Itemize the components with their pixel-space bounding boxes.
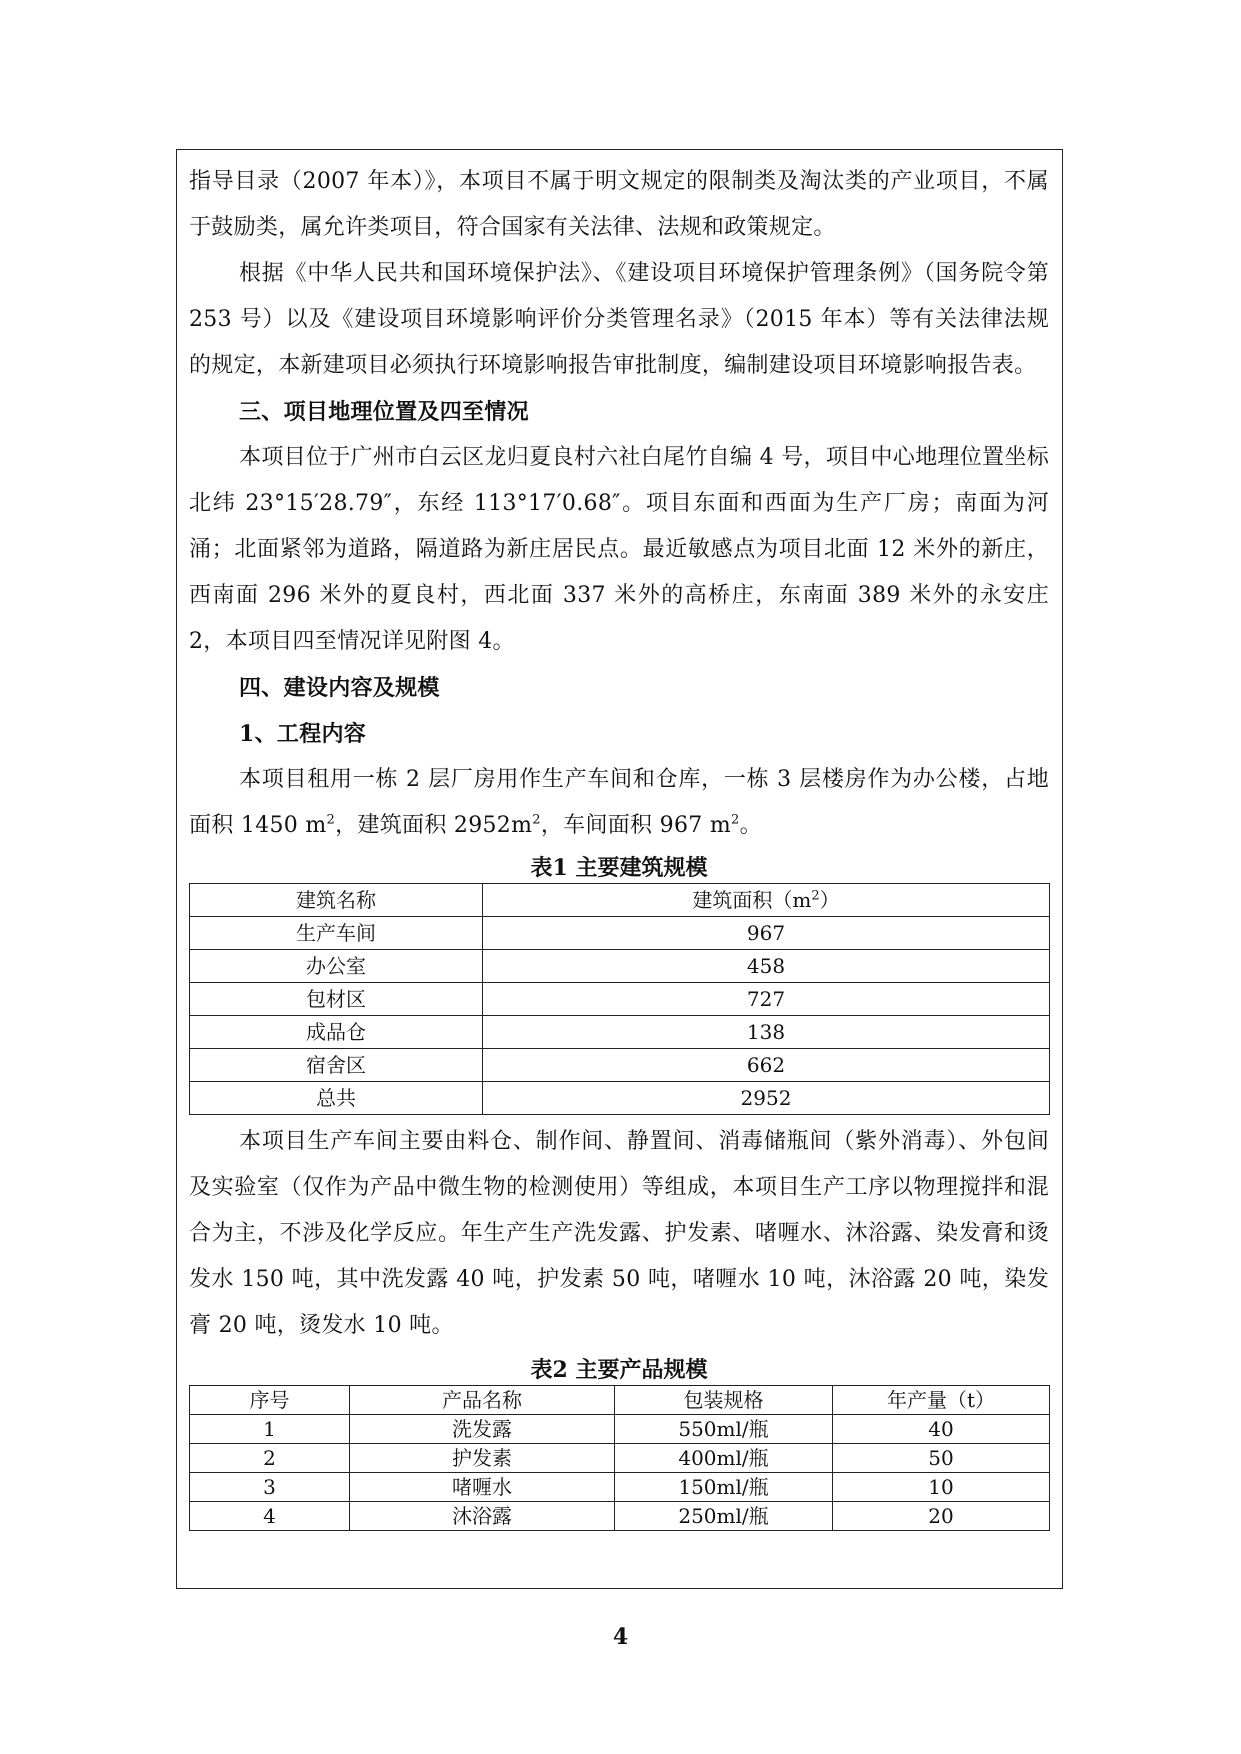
- building-scale-table: [189, 883, 1050, 1115]
- document-body: [189, 159, 1049, 1531]
- table-row: [190, 983, 1050, 1016]
- table-row: [190, 1502, 1050, 1531]
- table-row: [190, 1473, 1050, 1502]
- table-cell: 办公室: [190, 950, 483, 983]
- table-row: [190, 1415, 1050, 1444]
- table-cell: 护发素: [350, 1444, 615, 1473]
- table-cell: 4: [190, 1502, 350, 1531]
- table-cell: 967: [483, 917, 1050, 950]
- table-cell: 宿舍区: [190, 1049, 483, 1082]
- table-row: [190, 1016, 1050, 1049]
- table-cell: 40: [833, 1415, 1050, 1444]
- table-cell: 2952: [483, 1082, 1050, 1115]
- table-header-cell: 建筑面积$(m^2)$: [483, 884, 1050, 917]
- table-row: [190, 1444, 1050, 1473]
- table-header-row: [190, 1386, 1050, 1415]
- table-cell: 138: [483, 1016, 1050, 1049]
- table-cell: 250ml/瓶: [615, 1502, 833, 1531]
- table-header-cell: 年产量（t）: [833, 1386, 1050, 1415]
- product-scale-table: [189, 1385, 1050, 1531]
- table-header-cell: 产品名称: [350, 1386, 615, 1415]
- table-cell: 3: [190, 1473, 350, 1502]
- paragraph-legal-basis: 根据《中华人民共和国环境保护法》、《建设项目环境保护管理条例》（国务院令第 253 号）以及《建设项目环境影响评价分类管理名录》（2015 年本）等有关法律法规的规定，本新建项目必须执行环境影响报告审批制度，编制建设项目环境影响报告表。: [189, 261, 1049, 378]
- table2-caption: 表2 主要产品规模: [530, 1357, 708, 1383]
- table-cell: 洗发露: [350, 1415, 615, 1444]
- table-row: [190, 1049, 1050, 1082]
- table-cell: 662: [483, 1049, 1050, 1082]
- table-cell: 458: [483, 950, 1050, 983]
- table-header-row: [190, 884, 1050, 917]
- table-row: [190, 1082, 1050, 1115]
- table-cell: 20: [833, 1502, 1050, 1531]
- section-heading-construction: 四、建设内容及规模: [239, 675, 440, 701]
- table1-caption: 表1 主要建筑规模: [530, 855, 708, 881]
- table-cell: 包材区: [190, 983, 483, 1016]
- page-number: 4: [612, 1624, 629, 1650]
- document-frame: [176, 149, 1063, 1589]
- table-row: [190, 917, 1050, 950]
- section-heading-location: 三、项目地理位置及四至情况: [239, 399, 529, 425]
- table-cell: 总共: [190, 1082, 483, 1115]
- table-header-cell: 包装规格: [615, 1386, 833, 1415]
- table-cell: 啫喱水: [350, 1473, 615, 1502]
- table-cell: 550ml/瓶: [615, 1415, 833, 1444]
- table-cell: 生产车间: [190, 917, 483, 950]
- table-cell: 成品仓: [190, 1016, 483, 1049]
- table-cell: 727: [483, 983, 1050, 1016]
- table-cell: 沐浴露: [350, 1502, 615, 1531]
- table-cell: 1: [190, 1415, 350, 1444]
- table-cell: 400ml/瓶: [615, 1444, 833, 1473]
- table-header-cell: 序号: [190, 1386, 350, 1415]
- paragraph-industry-policy: 指导目录（2007 年本）》，本项目不属于明文规定的限制类及淘汰类的产业项目，不属于鼓励类，属允许类项目，符合国家有关法律、法规和政策规定。: [189, 169, 1049, 240]
- paragraph-production: 本项目生产车间主要由料仓、制作间、静置间、消毒储瓶间（紫外消毒）、外包间及实验室（仅作为产品中微生物的检测使用）等组成，本项目生产工序以物理搅拌和混合为主，不涉及化学反应。年生产生产洗发露、护发素、啫喱水、沐浴露、染发膏和烫发水 150 吨，其中洗发露 40 吨，护发素 50 吨，啫喱水 10 吨，沐浴露 20 吨，染发膏 20 吨，烫发水 10 吨。: [189, 1129, 1049, 1338]
- paragraph-location: 本项目位于广州市白云区龙归夏良村六社白尾竹自编 4 号，项目中心地理位置坐标 北纬 23°15′28.79″，东经 113°17′0.68″。项目东面和西面为生产厂房；南面为河涌；北面紧邻为道路，隔道路为新庄居民点。最近敏感点为项目北面 12 米外的新庄，西南面 296 米外的夏良村，西北面 337 米外的高桥庄，东南面 389 米外的永安庄 2，本项目四至情况详见附图 4。: [189, 445, 1049, 654]
- subsection-heading-works: 1、工程内容: [239, 721, 367, 747]
- table-cell: 50: [833, 1444, 1050, 1473]
- table-row: [190, 950, 1050, 983]
- table-header-cell: 建筑名称: [190, 884, 483, 917]
- table-cell: 2: [190, 1444, 350, 1473]
- table-cell: 10: [833, 1473, 1050, 1502]
- paragraph-area: 本项目租用一栋 2 层厂房用作生产车间和仓库，一栋 3 层楼房作为办公楼，占地面积 1450 $m^2$，建筑面积 $2952m^2$，车间面积 967 $m^2$。: [189, 767, 1049, 838]
- table-cell: 150ml/瓶: [615, 1473, 833, 1502]
